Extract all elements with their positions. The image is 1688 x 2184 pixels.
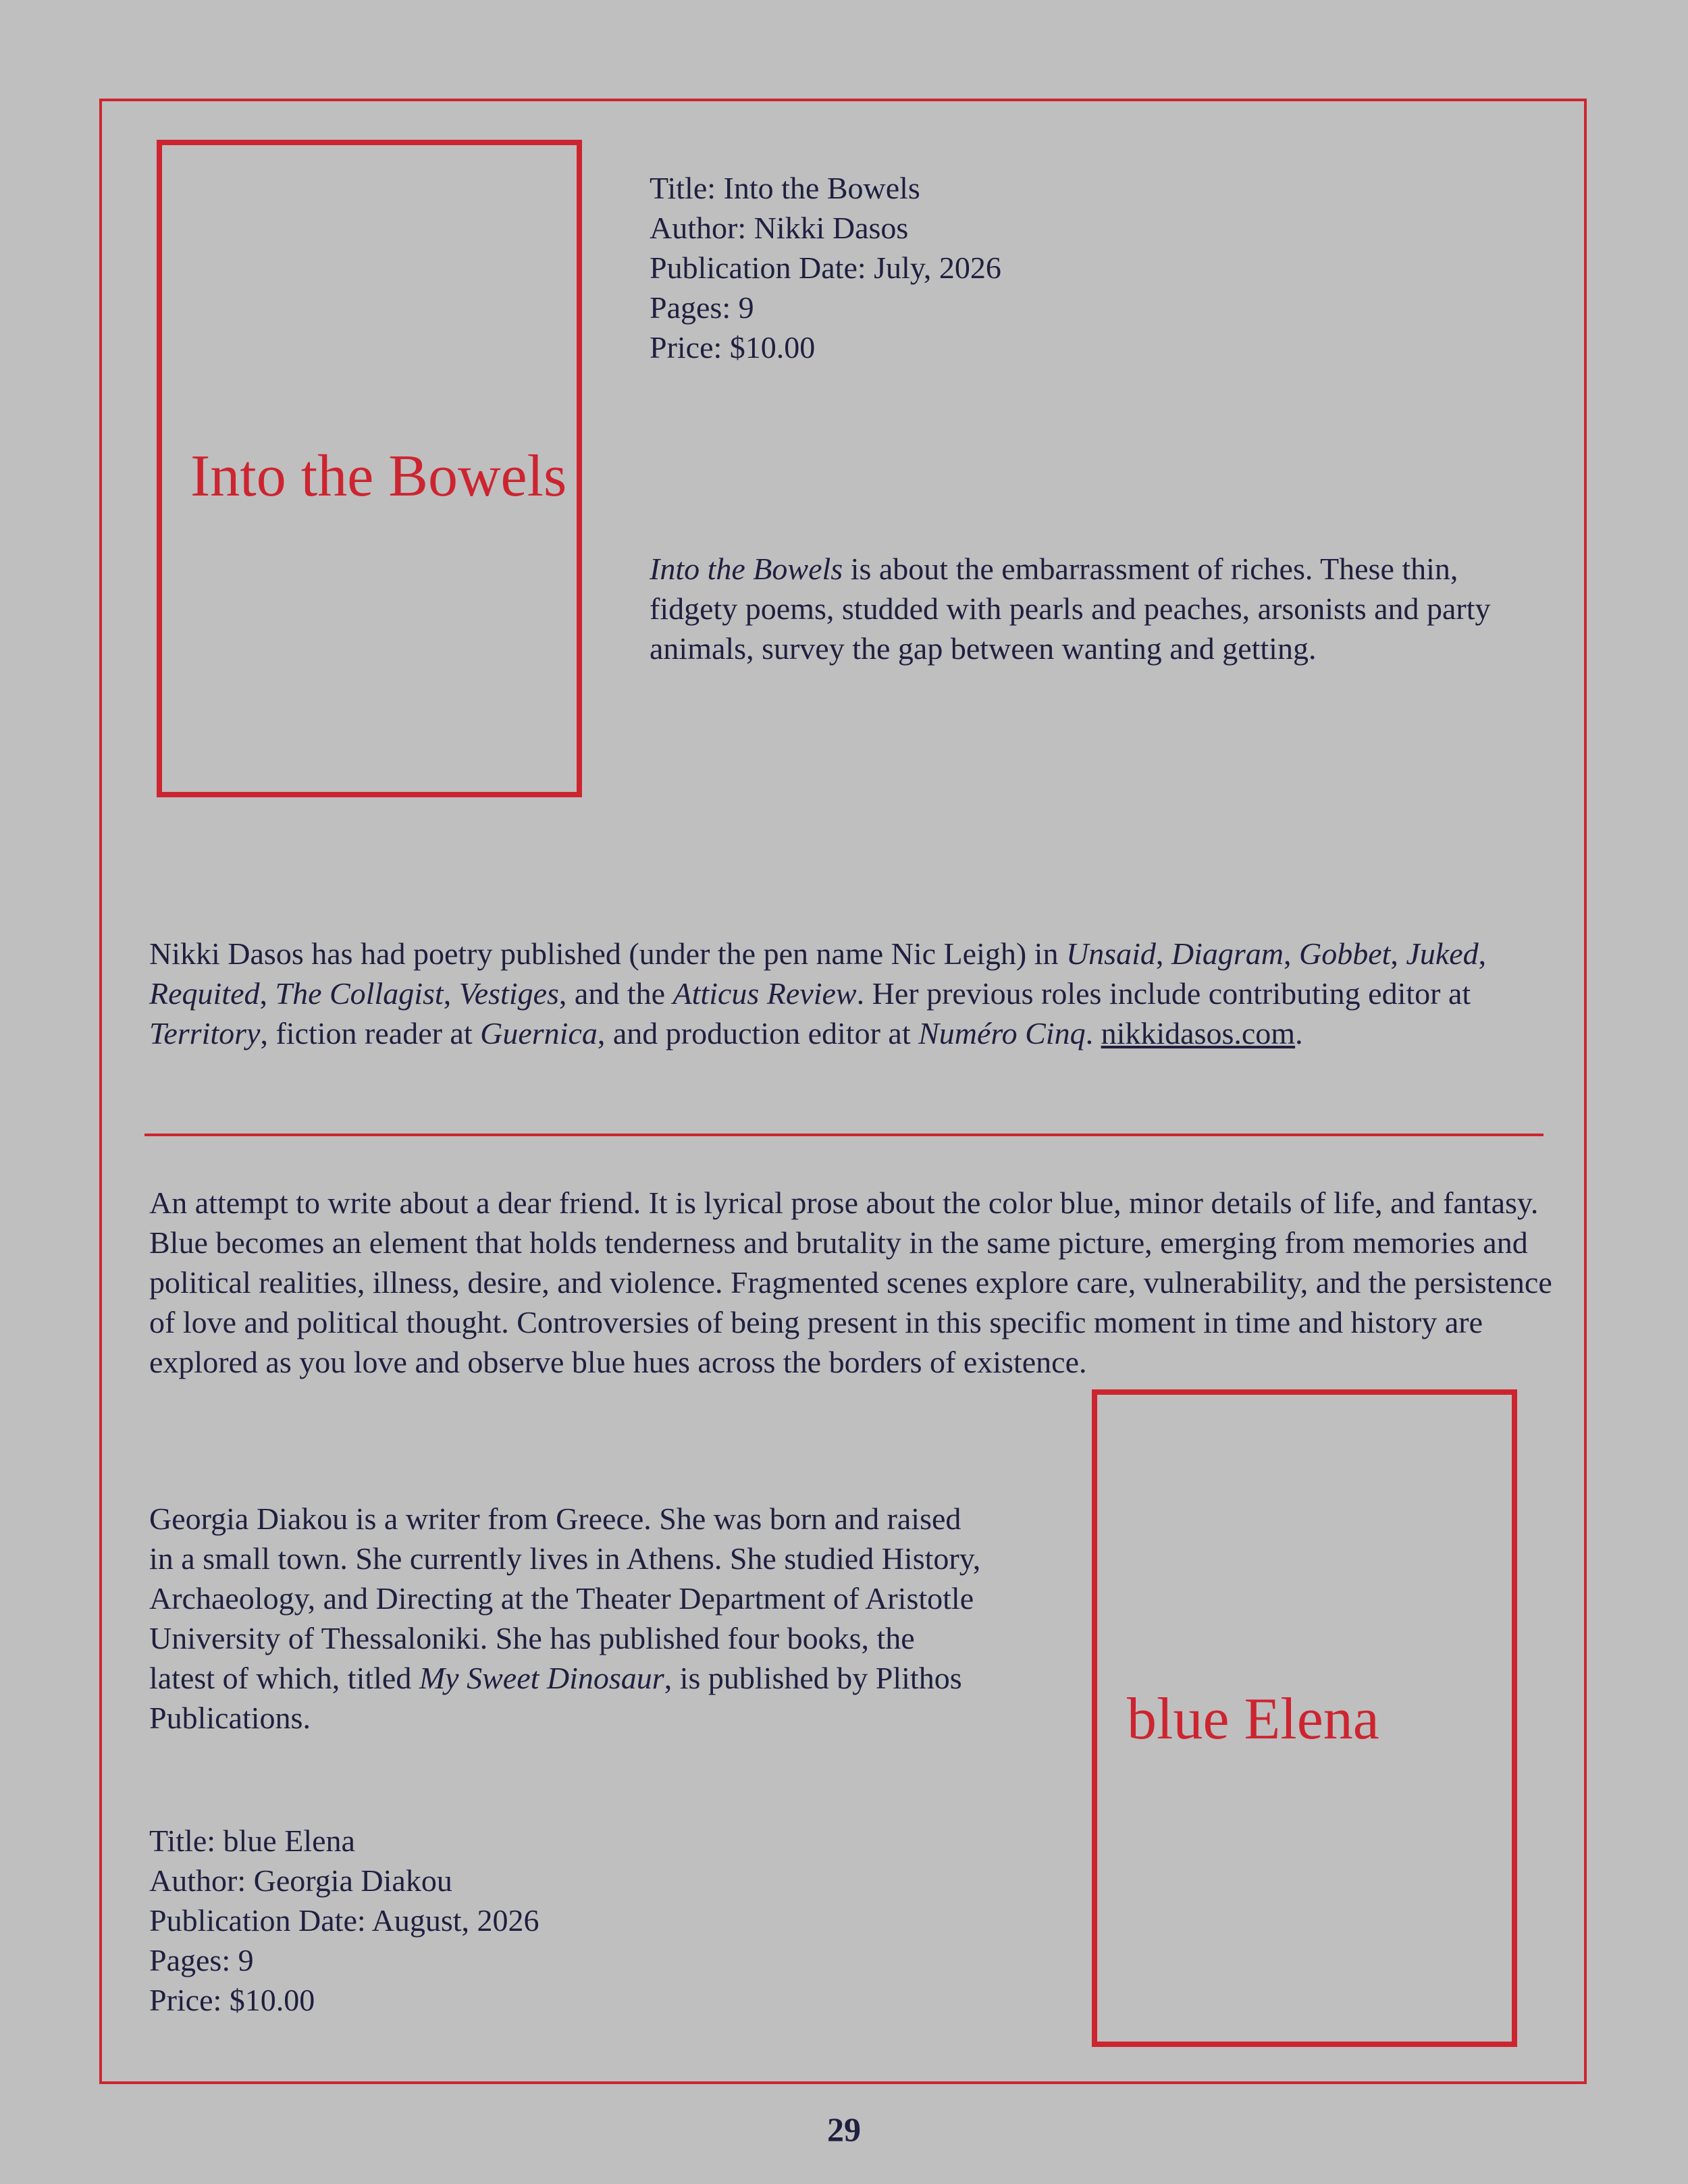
book-title: Title: Into the Bowels xyxy=(650,171,920,205)
book-details-blue-elena xyxy=(149,1821,539,2020)
book-details-into-the-bowels xyxy=(650,168,1001,367)
book-description-blue-elena: An attempt to write about a dear friend. It is lyrical prose about the color blue, minor details of life, and fantasy. Blue becomes an element that holds tenderness and brutality in the same picture, emerging from memories and political realities, illness, desire, and violence. Fragmented scenes explore care, vulnerability, and the persistence of love and political thought. Controversies of being present in this specific moment in time and history are explored as you love and observe blue hues across the borders of existence. xyxy=(149,1186,1552,1379)
price: Price: $10.00 xyxy=(650,330,816,365)
publication-date: Publication Date: July, 2026 xyxy=(650,250,1001,285)
book-cover-blue-elena xyxy=(1092,1389,1517,2047)
page-number: 29 xyxy=(827,2110,861,2148)
book-title-italic: Into the Bowels xyxy=(650,552,843,586)
cover-title: Into the Bowels xyxy=(190,444,567,509)
book-author: Author: Georgia Diakou xyxy=(149,1863,452,1898)
book-title: Title: blue Elena xyxy=(149,1823,355,1858)
author-bio-georgia-diakou: Georgia Diakou is a writer from Greece. She was born and raised in a small town. She currently lives in Athens. She studied History, Archaeology, and Directing at the Theater Department of Aristotle University of Thessaloniki. She has published four books, the latest of which, titled My Sweet Dinosaur, is published by Plithos Publications. xyxy=(149,1501,981,1735)
page-count: Pages: 9 xyxy=(650,290,754,325)
author-bio-nikki-dasos: Nikki Dasos has had poetry published (under the pen name Nic Leigh) in Unsaid, Diagram, Gobbet, Juked, Requited, The Collagist, Vestiges, and the Atticus Review. Her previous roles include contributing editor at Territory, fiction reader at Guernica, and production editor at Numéro Cinq. nikkidasos.com. xyxy=(149,936,1487,1050)
section-divider xyxy=(144,1134,1544,1136)
book-cover-into-the-bowels xyxy=(157,140,582,797)
cover-title: blue Elena xyxy=(1127,1686,1379,1752)
book-description-into-the-bowels: Into the Bowels is about the embarrassment of riches. These thin, fidgety poems, studded with pearls and peaches, arsonists and party animals, survey the gap between wanting and getting. xyxy=(650,552,1491,666)
page-count: Pages: 9 xyxy=(149,1943,254,1977)
publication-date: Publication Date: August, 2026 xyxy=(149,1903,539,1938)
author-website-link[interactable]: nikkidasos.com xyxy=(1101,1016,1296,1050)
book-author: Author: Nikki Dasos xyxy=(650,211,909,245)
price: Price: $10.00 xyxy=(149,1983,315,2017)
